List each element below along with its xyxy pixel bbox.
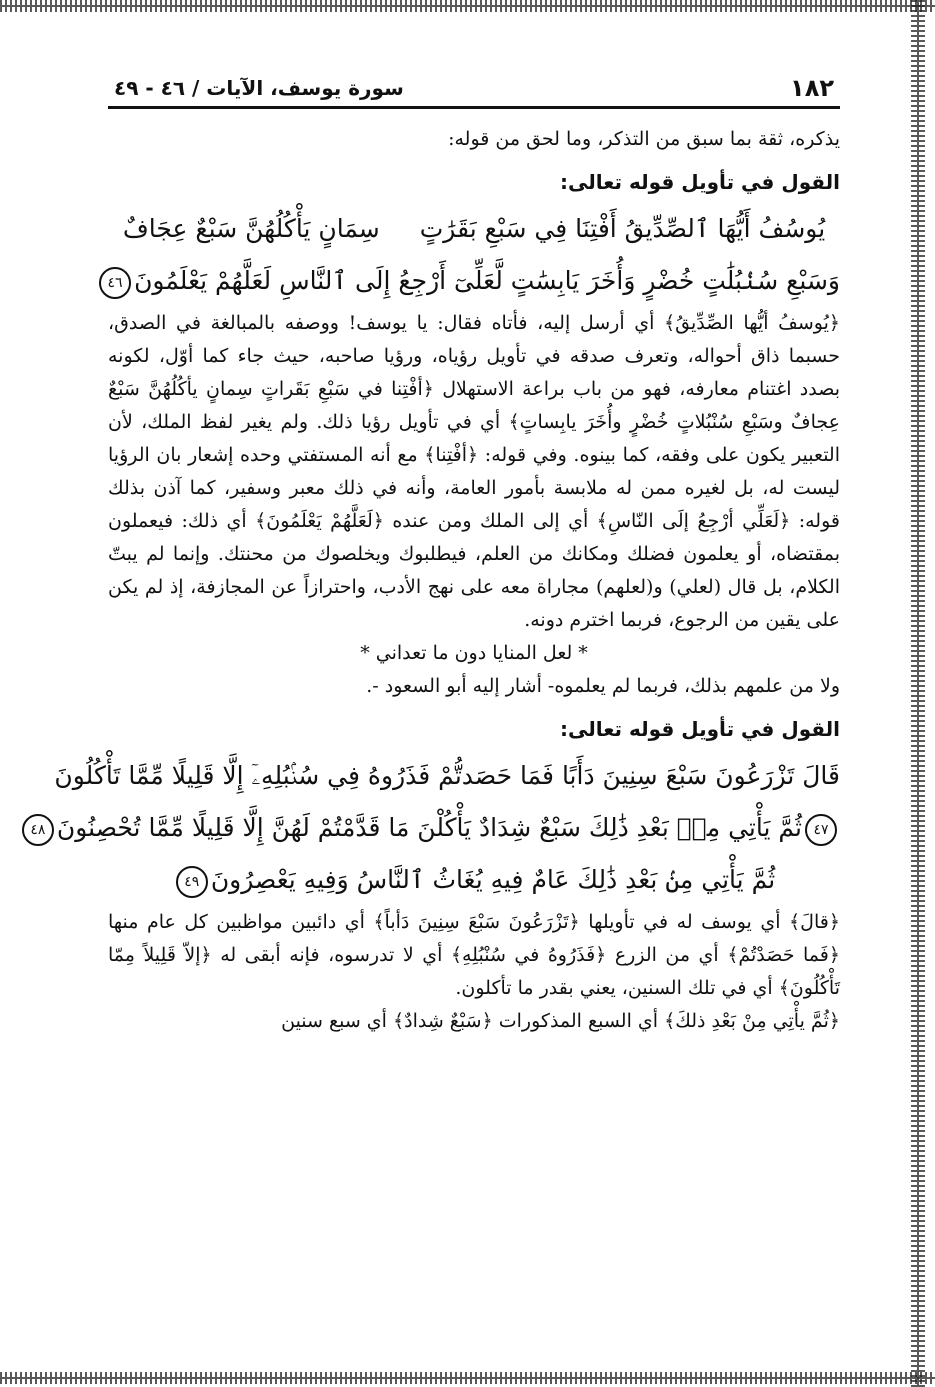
section2-heading: القول في تأويل قوله تعالى: xyxy=(560,717,840,741)
commentary-46: ﴿يُوسفُ أيُّها الصِّدِّيقُ﴾ أي أرسل إليه، فأتاه فقال: يا يوسف! ووصفه بالمبالغة في الصدق، حسبما ذاق أحواله، وتعرف صدقه في تأويل رؤياه، ورؤيا صاحبه، حيث جاء كما أوّل، لكونه بصدد اغتنام معارفه، فهو من باب براعة الاستهلال ﴿أفْتِنا في سَبْعِ بَقَراتٍ سِمانٍ يأكُلُهُنَّ سَبْعٌ عِجافٌ وسَبْعِ سُنْبُلاتٍ خُضْرٍ وأُخَرَ يابِساتٍ﴾ أي في تأويل رؤيا ذلك. ولم يغير لفظ الملك، لأن التعبير يكون على وفقه، كما بينوه. وفي قوله: ﴿أفْتِنا﴾ مع أنه المستفتي وحده إشعار بان الرؤيا ليست له، بل لغيره ممن له ملابسة بأمور العامة، وأنه في ذلك معبر وسفير، كما آذن بذلك قوله: ﴿لَعَلِّي أرْجِعُ إلَى النّاسِ﴾ أي إلى الملك ومن عنده ﴿لَعَلَّهُمْ يَعْلَمُونَ﴾ أي ذلك: فيعملون بمقتضاه، أو يعلمون فضلك ومكانك من العلم، فيطلبوك ويخلصوك من محنتك. وإنما لم يبتّ الكلام، بل قال (لعلي) و(لعلهم) مجاراة معه على نهج الأدب، واحترازاً عن المجازفة، إذ لم يكن على يقين من الرجوع، فربما اخترم دونه. xyxy=(108,312,840,631)
top-chain-border xyxy=(0,0,935,12)
ayah-48-marker: ٤٨ xyxy=(22,814,54,846)
verse-47-text: قَالَ تَزْرَعُونَ سَبْعَ سِنِينَ دَأَبًا فَمَا حَصَدتُّمْ فَذَرُوهُ فِي سُنۢبُلِهِۦٓ إِلَّا قَلِيلًا مِّمَّا تَأْكُلُونَ xyxy=(54,761,840,790)
ayah-49-marker: ٤٩ xyxy=(176,866,208,898)
verse-46-line-1 xyxy=(108,203,840,255)
page-number: ١٨٢ xyxy=(790,74,834,102)
ayah-47-marker: ٤٧ xyxy=(805,814,837,846)
bottom-chain-border xyxy=(0,1372,935,1384)
section1-heading: القول في تأويل قوله تعالى: xyxy=(560,170,840,194)
page-body xyxy=(30,109,840,1038)
verse-47 xyxy=(54,750,840,802)
verse-48 xyxy=(30,802,840,854)
verse-46-line-2 xyxy=(108,255,840,307)
verse-46-line-1-left: سِمَانٍ يَأْكُلُهُنَّ سَبْعٌ عِجَافٌ xyxy=(122,214,380,243)
poem-line: * لعل المنايا دون ما تعداني * xyxy=(360,642,588,664)
running-title: سورة يوسف، الآيات / ٤٦ - ٤٩ xyxy=(114,76,404,100)
page-header xyxy=(108,64,840,109)
verse-46-line-2-text: وَسَبْعِ سُنۢبُلَٰتٍ خُضْرٍ وَأُخَرَ يَابِسَٰتٍ لَّعَلِّىٓ أَرْجِعُ إِلَى ٱلنَّاسِ لَعَلَّهُمْ يَعْلَمُونَ xyxy=(134,266,840,295)
ayah-46-marker: ٤٦ xyxy=(99,267,131,299)
right-chain-border xyxy=(911,0,925,1387)
commentary-48: ﴿ثُمَّ يأْتِي مِنْ بَعْدِ ذلكَ﴾ أي السبع المذكورات ﴿سَبْعٌ شِدادٌ﴾ أي سبع سنين xyxy=(281,1010,840,1032)
verse-49 xyxy=(108,854,840,906)
verse-46-line-1-right: يُوسُفُ أَيُّهَا ٱلصِّدِّيقُ أَفْتِنَا فِي سَبْعِ بَقَرَٰتٍ xyxy=(419,214,826,243)
verse-48-text: ثُمَّ يَأْتِي مِنۢ بَعْدِ ذَٰلِكَ سَبْعٌ شِدَادٌ يَأْكُلْنَ مَا قَدَّمْتُمْ لَهُنَّ إِلَّا قَلِيلًا مِّمَّا تُحْصِنُونَ xyxy=(56,813,802,842)
verse-49-text: ثُمَّ يَأْتِي مِنۢ بَعْدِ ذَٰلِكَ عَامٌ فِيهِ يُغَاثُ ٱلنَّاسُ وَفِيهِ يَعْصِرُونَ xyxy=(210,865,776,894)
after-poem-line: ولا من علمهم بذلك، فربما لم يعلموه- أشار إليه أبو السعود -. xyxy=(366,675,840,697)
book-page xyxy=(30,64,840,1038)
commentary-47: ﴿قالَ﴾ أي يوسف له في تأويلها ﴿تَزْرَعُونَ سَبْعَ سِنِينَ دَأباً﴾ أي دائبين مواظبين كل عام منها ﴿فَما حَصَدْتُمْ﴾ أي من الزرع ﴿فَذَرُوهُ في سُنْبُلِهِ﴾ أي لا تدرسوه، فإنه أبقى له ﴿إلاّ قَلِيلاً مِمّا تَأْكُلُونَ﴾ أي في تلك السنين، يعني بقدر ما تأكلون. xyxy=(108,911,840,999)
intro-line: يذكره، ثقة بما سبق من التذكر، وما لحق من قوله: xyxy=(448,128,840,150)
